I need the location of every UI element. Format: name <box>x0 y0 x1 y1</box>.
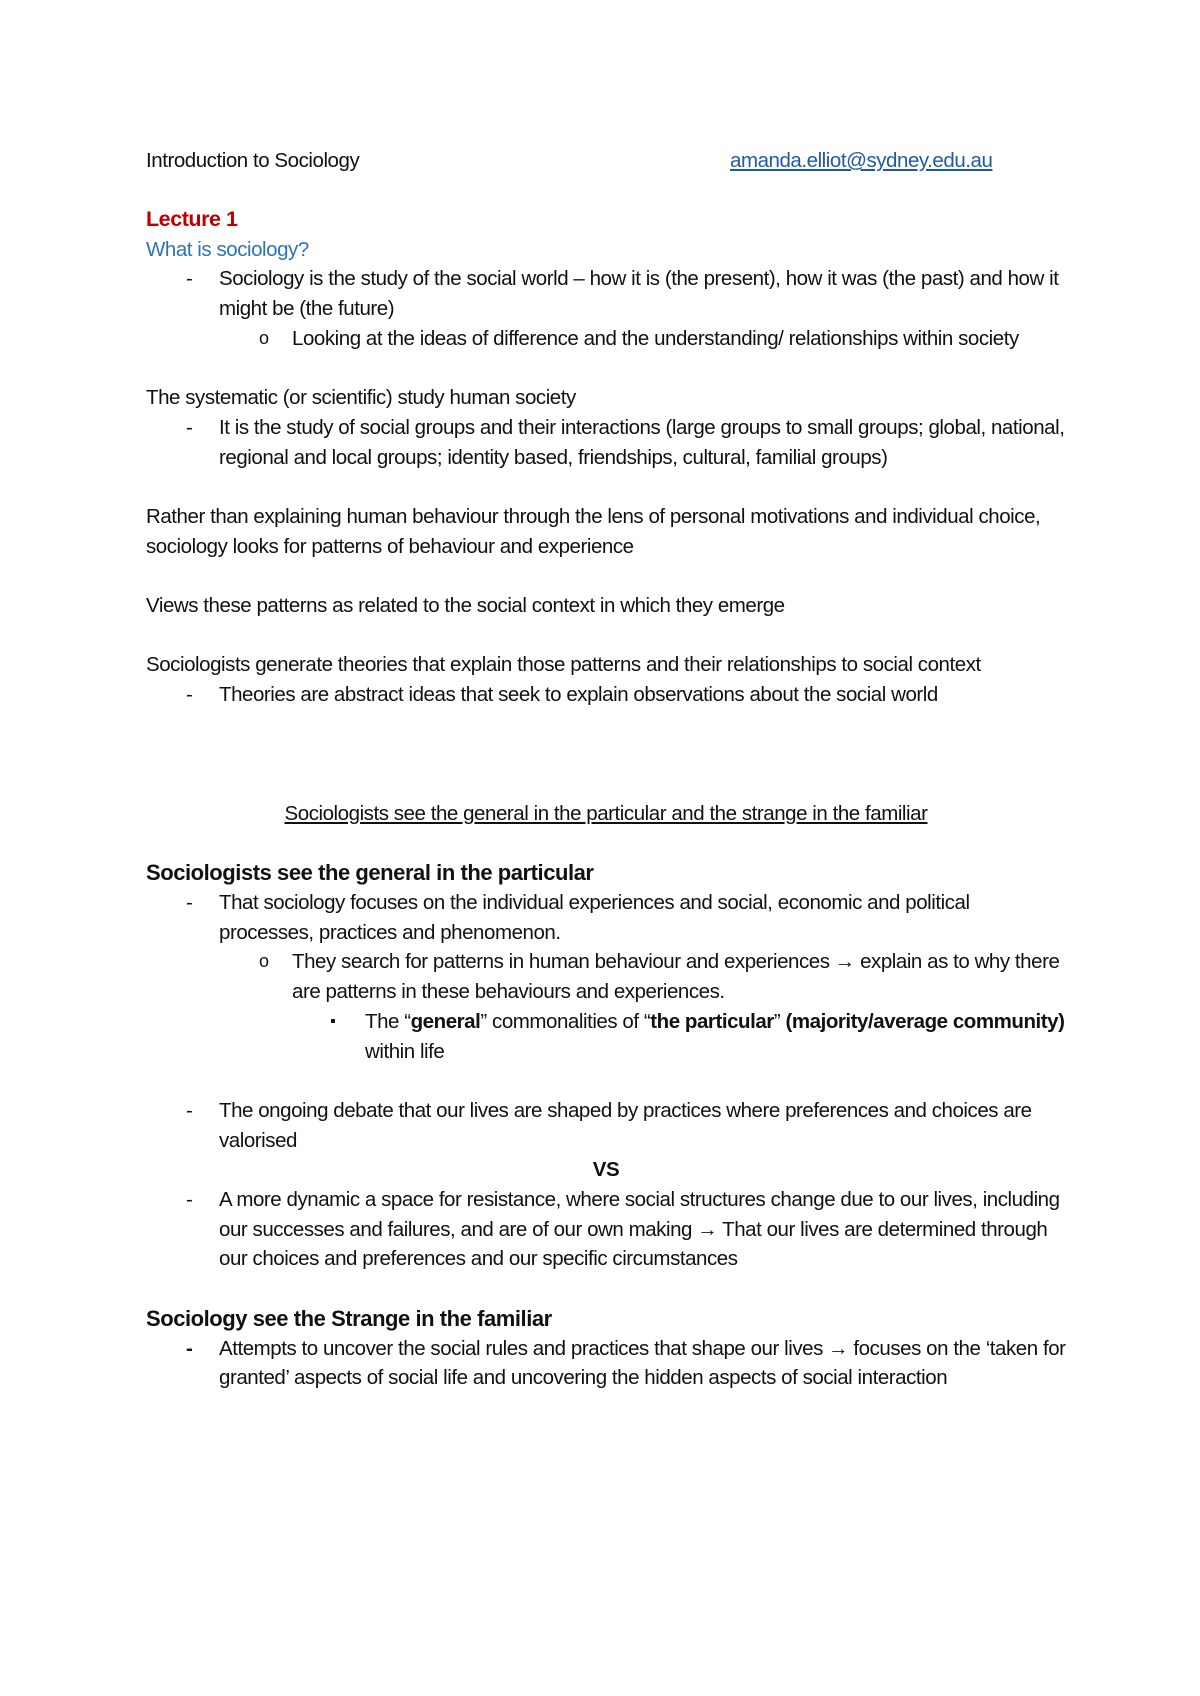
header-row <box>146 146 1066 176</box>
bullet-list <box>146 1096 1066 1155</box>
list-item-text: It is the study of social groups and their interactions (large groups to small groups; global, national, regional and local groups; identity based, friendships, cultural, familial groups) <box>219 415 1065 469</box>
email-link[interactable]: amanda.elliot@sydney.edu.au <box>730 149 993 172</box>
dash-marker: - <box>186 1098 193 1122</box>
square-marker: ▪ <box>330 1012 336 1030</box>
list-item-text: Attempts to uncover the social rules and practices that shape our lives → focuses on the ‘taken for granted’ aspects of social life and uncovering the hidden aspects of social interaction <box>219 1336 1066 1390</box>
spacer <box>146 769 1066 799</box>
paragraph: Sociologists generate theories that explain those patterns and their relationships to social context <box>146 653 981 677</box>
spacer <box>146 1274 1066 1304</box>
text-run-bold: the particular <box>650 1009 774 1033</box>
bullet-list <box>146 680 1066 710</box>
text-run: within life <box>365 1039 445 1063</box>
paragraph: Views these patterns as related to the social context in which they emerge <box>146 594 785 618</box>
list-item <box>219 324 1066 354</box>
spacer <box>146 740 1066 770</box>
bullet-list <box>146 1334 1066 1393</box>
dash-marker: - <box>186 683 193 707</box>
paragraph: Rather than explaining human behaviour through the lens of personal motivations and individual choice, sociology looks for patterns of behaviour and experience <box>146 505 1041 558</box>
list-item-text: A more dynamic a space for resistance, where social structures change due to our lives, including our successes and failures, and are of our own making → That our lives are determined through our choices and preferences and our specific circumstances <box>219 1188 1060 1271</box>
bullet-list <box>146 888 1066 947</box>
list-item <box>146 413 1066 472</box>
list-item-text: They search for patterns in human behaviour and experiences → explain as to why there are patterns in these behaviours and experiences. <box>292 950 1060 1004</box>
list-item <box>146 1185 1066 1274</box>
spacer <box>146 354 1066 384</box>
text-run: ” <box>773 1009 781 1033</box>
dash-marker: - <box>186 415 193 439</box>
list-item-text: Theories are abstract ideas that seek to explain observations about the social world <box>219 683 938 707</box>
general-heading: Sociologists see the general in the particular <box>146 860 594 886</box>
list-item <box>219 947 1066 1006</box>
dash-marker: - <box>186 267 193 291</box>
list-item <box>146 1096 1066 1155</box>
dash-marker: - <box>186 1188 193 1212</box>
dash-marker: - <box>186 1336 193 1360</box>
list-item <box>146 264 1066 323</box>
lecture-subheading: What is sociology? <box>146 237 309 261</box>
circle-marker: o <box>259 327 269 348</box>
list-item-text: Looking at the ideas of difference and the understanding/ relationships within society <box>292 326 1019 350</box>
document-content <box>146 146 1066 1393</box>
bullet-list <box>146 264 1066 323</box>
vs-label: VS <box>592 1158 620 1182</box>
document-title: Introduction to Sociology <box>146 149 360 172</box>
text-run: ” commonalities of “ <box>480 1009 651 1033</box>
text-run: The “ <box>365 1009 411 1033</box>
circle-marker: o <box>259 951 269 972</box>
list-item-text: The ongoing debate that our lives are shaped by practices where preferences and choices are valorised <box>219 1098 1032 1152</box>
spacer <box>146 710 1066 740</box>
list-item <box>146 1334 1066 1393</box>
strange-heading: Sociology see the Strange in the familiar <box>146 1305 552 1331</box>
list-item <box>292 1007 1066 1066</box>
spacer <box>146 472 1066 502</box>
list-item-text: Sociology is the study of the social world – how it is (the present), how it was (the past) and how it might be (the future) <box>219 267 1059 321</box>
dash-marker: - <box>186 891 193 915</box>
sub-sub-bullet-list <box>292 1007 1066 1066</box>
spacer <box>146 1066 1066 1096</box>
paragraph: The systematic (or scientific) study human society <box>146 386 576 410</box>
sub-bullet-list <box>219 947 1066 1006</box>
spacer <box>146 621 1066 651</box>
bullet-list <box>146 1185 1066 1274</box>
text-run-bold: (majority/average community) <box>780 1009 1065 1033</box>
sub-bullet-list <box>219 324 1066 354</box>
list-item-text <box>365 1010 1065 1063</box>
bullet-list <box>146 413 1066 472</box>
section-title: Sociologists see the general in the particular and the strange in the familiar <box>284 801 928 825</box>
spacer <box>146 829 1066 859</box>
spacer <box>146 561 1066 591</box>
list-item <box>146 888 1066 947</box>
text-run-bold: general <box>410 1009 481 1033</box>
list-item-text: That sociology focuses on the individual experiences and social, economic and political processes, practices and phenomenon. <box>219 891 970 944</box>
list-item <box>146 680 1066 710</box>
lecture-heading: Lecture 1 <box>146 207 238 231</box>
